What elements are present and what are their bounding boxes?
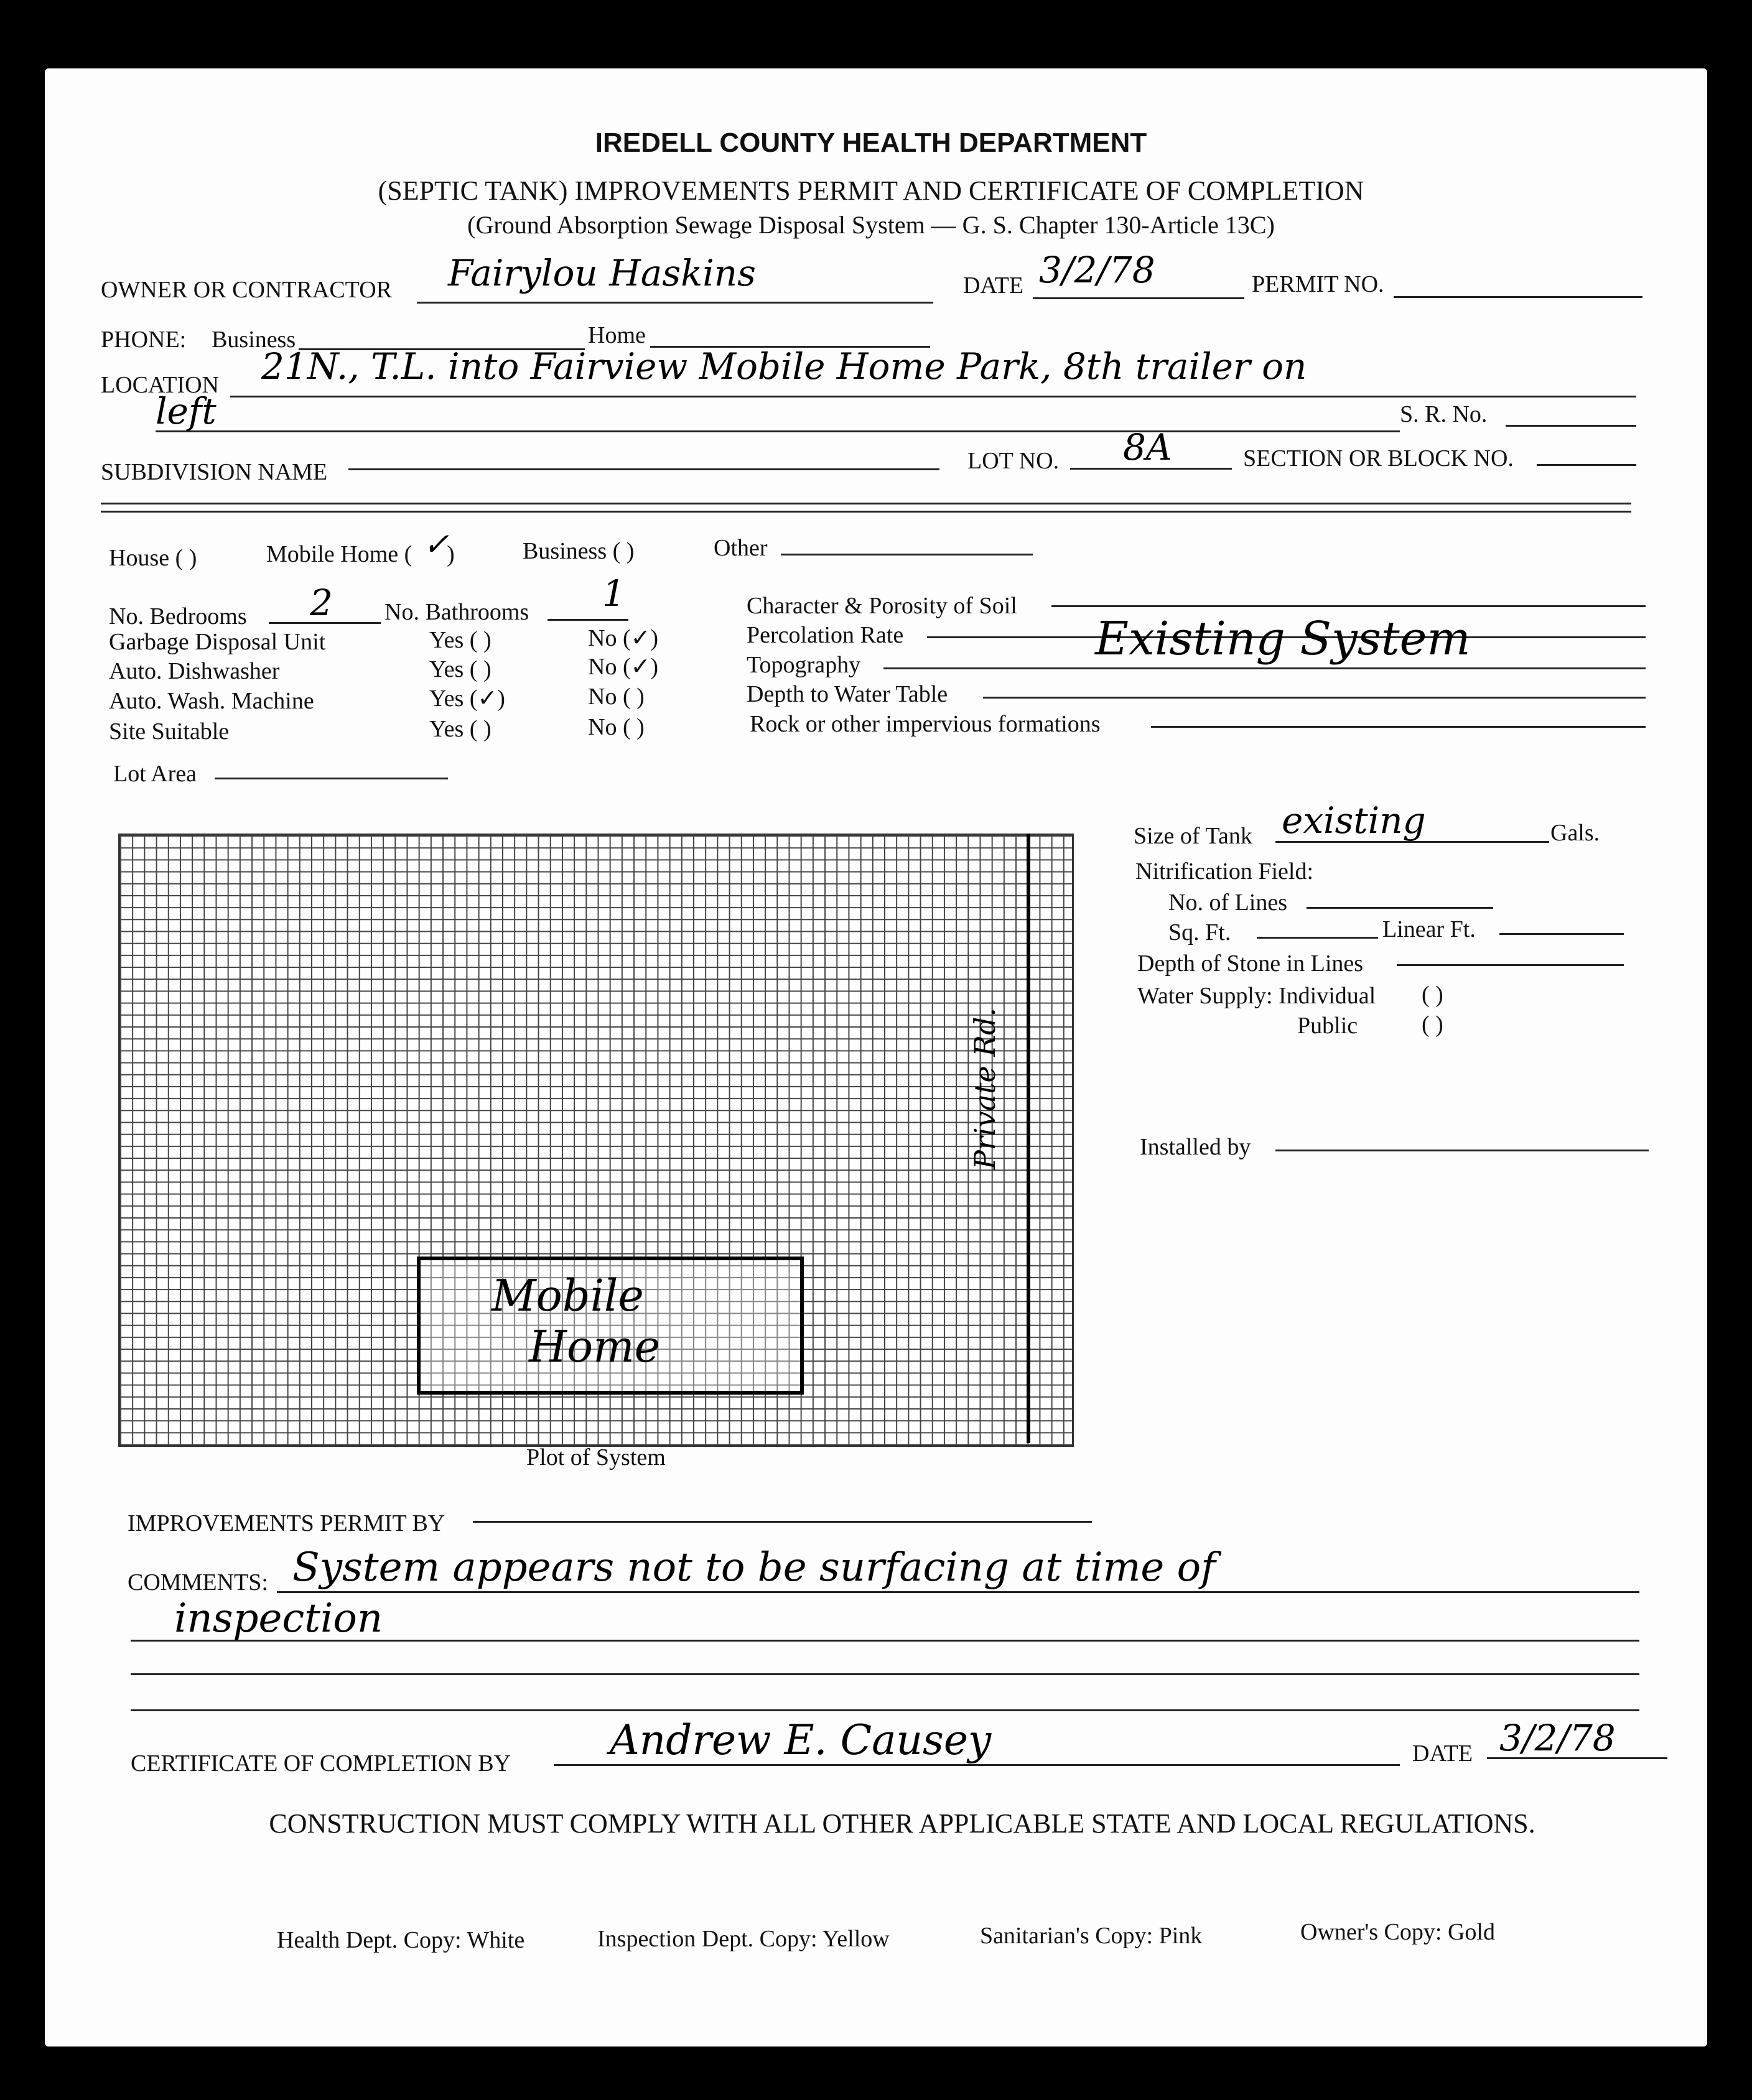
comments-line-1 (277, 1591, 1639, 1593)
soil-rock-line[interactable] (1151, 726, 1646, 728)
certificate-label: CERTIFICATE OF COMPLETION BY (131, 1750, 511, 1777)
certificate-line (554, 1764, 1400, 1766)
private-road-line (1027, 834, 1030, 1443)
bedrooms-label: No. Bedrooms (109, 603, 247, 630)
other-option: Other (714, 535, 768, 561)
section-label: SECTION OR BLOCK NO. (1243, 445, 1514, 472)
owner-label: OWNER OR CONTRACTOR (101, 277, 392, 303)
copy-sanitarian: Sanitarian's Copy: Pink (980, 1923, 1203, 1949)
section-divider (101, 503, 1631, 513)
other-line[interactable] (781, 554, 1033, 555)
comments-label: COMMENTS: (128, 1569, 268, 1596)
bathrooms-value[interactable]: 1 (602, 572, 625, 615)
subdivision-line[interactable] (348, 468, 939, 470)
private-road-label: Private Rd. (968, 1007, 1002, 1169)
fixture-dishwasher-label: Auto. Dishwasher (109, 658, 280, 684)
linear-ft-line[interactable] (1499, 933, 1624, 935)
tank-size-label: Size of Tank (1134, 823, 1252, 849)
water-individual-box[interactable]: ( ) (1422, 982, 1443, 1008)
installed-by-label: Installed by (1140, 1134, 1251, 1160)
lines-label: No. of Lines (1168, 890, 1288, 916)
linear-ft-label: Linear Ft. (1382, 916, 1476, 942)
fixture-washer-yes[interactable]: Yes (✓) (429, 685, 505, 712)
lot-area-line[interactable] (215, 778, 448, 779)
certificate-date-value[interactable]: 3/2/78 (1499, 1717, 1616, 1759)
copy-inspection: Inspection Dept. Copy: Yellow (597, 1926, 890, 1952)
soil-topography-label: Topography (747, 652, 861, 678)
lines-line[interactable] (1307, 907, 1493, 909)
certificate-date-label: DATE (1412, 1740, 1473, 1767)
comments-value-line2[interactable]: inspection (174, 1596, 383, 1642)
bathrooms-label: No. Bathrooms (384, 599, 529, 625)
soil-character-line[interactable] (1051, 605, 1646, 607)
water-public-label: Public (1297, 1013, 1358, 1039)
soil-topography-line[interactable] (883, 667, 1646, 669)
bedrooms-value[interactable]: 2 (310, 582, 333, 624)
date-line (1033, 297, 1244, 299)
soil-rock-label: Rock or other impervious formations (750, 711, 1101, 737)
fixture-site-yes[interactable]: Yes ( ) (429, 716, 492, 742)
water-public-box[interactable]: ( ) (1422, 1011, 1443, 1038)
fixture-site-no[interactable]: No ( ) (588, 714, 645, 740)
plot-caption: Plot of System (526, 1444, 666, 1470)
location-label: LOCATION (101, 372, 219, 398)
sr-no-line[interactable] (1506, 425, 1636, 427)
sqft-label: Sq. Ft. (1168, 919, 1231, 945)
stone-depth-label: Depth of Stone in Lines (1137, 950, 1364, 977)
soil-percolation-label: Percolation Rate (747, 622, 904, 648)
soil-character-label: Character & Porosity of Soil (747, 593, 1017, 619)
compliance-notice: CONSTRUCTION MUST COMPLY WITH ALL OTHER APPLICABLE STATE AND LOCAL REGULATIONS. (269, 1808, 1535, 1839)
owner-line (417, 302, 933, 304)
comments-line-4[interactable] (131, 1709, 1639, 1711)
phone-home-label: Home (588, 322, 646, 348)
permit-no-line[interactable] (1394, 296, 1642, 298)
fixture-dishwasher-no[interactable]: No (✓) (588, 654, 659, 680)
tank-size-value[interactable]: existing (1282, 799, 1426, 842)
fixture-garbage-label: Garbage Disposal Unit (109, 629, 326, 655)
mobile-home-line1: Mobile (492, 1270, 644, 1321)
permit-no-label: PERMIT NO. (1252, 271, 1384, 297)
fixture-dishwasher-yes[interactable]: Yes ( ) (429, 656, 492, 682)
stone-depth-line[interactable] (1397, 964, 1624, 966)
date-label: DATE (963, 272, 1024, 299)
copy-health: Health Dept. Copy: White (277, 1927, 525, 1953)
form-subtitle: (SEPTIC TANK) IMPROVEMENTS PERMIT AND CERTIFICATE OF COMPLETION (378, 175, 1364, 206)
fixture-washer-label: Auto. Wash. Machine (109, 688, 314, 714)
mobile-home-option[interactable]: Mobile Home ( (266, 541, 412, 567)
nitrification-label: Nitrification Field: (1135, 858, 1314, 885)
mobile-home-check: ✓ (423, 526, 449, 562)
lot-area-label: Lot Area (113, 761, 197, 787)
water-supply-label: Water Supply: Individual (1137, 983, 1376, 1009)
mobile-home-line2: Home (529, 1321, 660, 1372)
business-option[interactable]: Business ( ) (523, 538, 635, 564)
fixture-washer-no[interactable]: No ( ) (588, 684, 645, 710)
form-title: IREDELL COUNTY HEALTH DEPARTMENT (595, 128, 1147, 158)
sqft-line[interactable] (1257, 937, 1378, 939)
sr-no-label: S. R. No. (1400, 401, 1488, 427)
lot-no-label: LOT NO. (967, 448, 1060, 474)
soil-water-table-line[interactable] (983, 697, 1646, 699)
phone-business-label: Business (212, 327, 296, 353)
comments-line-3[interactable] (131, 1673, 1639, 1675)
mobile-home-close: ) (447, 541, 455, 567)
owner-value[interactable]: Fairylou Haskins (448, 252, 756, 294)
section-line[interactable] (1537, 464, 1636, 466)
lot-no-value[interactable]: 8A (1123, 426, 1172, 468)
soil-handwritten-value[interactable]: Existing System (1095, 612, 1471, 666)
location-line-2 (156, 430, 1400, 432)
copy-owner: Owner's Copy: Gold (1300, 1919, 1495, 1945)
permit-by-label: IMPROVEMENTS PERMIT BY (128, 1510, 445, 1536)
location-line-1 (230, 396, 1636, 397)
location-value-line2[interactable]: left (156, 390, 217, 432)
phone-label: PHONE: (101, 327, 187, 353)
location-value-line1[interactable]: 21N., T.L. into Fairview Mobile Home Park, 8th trailer on (261, 345, 1307, 388)
fixture-site-label: Site Suitable (109, 718, 230, 745)
certificate-signature[interactable]: Andrew E. Causey (610, 1716, 992, 1764)
fixture-garbage-yes[interactable]: Yes ( ) (429, 627, 492, 653)
permit-by-line[interactable] (473, 1521, 1092, 1523)
house-option[interactable]: House ( ) (109, 545, 197, 571)
form-statute: (Ground Absorption Sewage Disposal System — G. S. Chapter 130-Article 13C) (467, 211, 1275, 239)
comments-value-line1[interactable]: System appears not to be surfacing at time of (292, 1545, 1216, 1591)
installed-by-line[interactable] (1275, 1150, 1649, 1151)
date-value[interactable]: 3/2/78 (1039, 249, 1155, 291)
fixture-garbage-no[interactable]: No (✓) (588, 625, 659, 651)
soil-water-table-label: Depth to Water Table (747, 681, 948, 707)
subdivision-label: SUBDIVISION NAME (101, 459, 328, 485)
bathrooms-line (548, 619, 628, 621)
tank-gals-label: Gals. (1550, 820, 1600, 846)
